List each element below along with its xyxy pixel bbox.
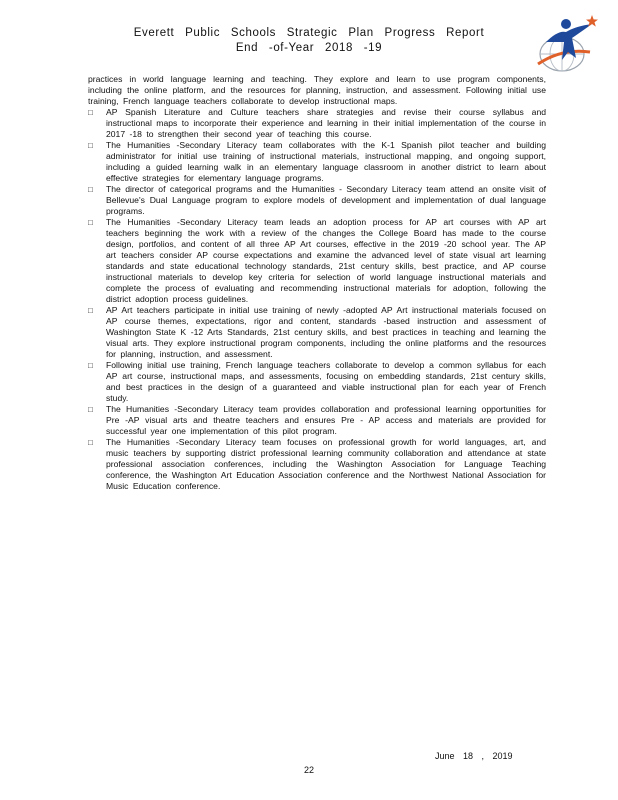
list-item-text: Following initial use training, French language teachers collaborate to develop a common syllabus for each AP art course, instructional maps, and assessments, focusing on embedding standards, 21st century skills, and best practices in the design of a guaranteed and viable instructional plan for each year of French study. — [106, 360, 546, 403]
intro-continuation: practices in world language learning and teaching. They explore and learn to use program components, including the online platform, and the resources for planning, instruction, and assessment. Following initial use training, French language teachers collaborate to develop instructional maps. — [88, 74, 546, 106]
list-item — [88, 217, 546, 305]
bullet-icon: □ — [88, 361, 93, 370]
list-item — [88, 404, 546, 437]
list-item — [88, 437, 546, 492]
list-item-text: The Humanities -Secondary Literacy team leads an adoption process for AP art courses with AP art teachers beginning the work with a review of the changes the College Board has made to the course design, portfolios, and content of all three AP Art courses, effective in the 2019 -20 school year. The AP art teachers consider AP course expectations and examine the advanced level of state visual art learning standards and state educational technology standards, 21st century skills, best practice, and AP course instructional materials to develop key criteria for selection of world language instructional materials and complete the process of evaluating and recommending instructional materials for adoption, following the district adoption process guidelines. — [106, 217, 546, 304]
bullet-icon: □ — [88, 405, 93, 414]
list-item — [88, 360, 546, 404]
document-body — [88, 74, 546, 492]
list-item — [88, 184, 546, 217]
bullet-icon: □ — [88, 218, 93, 227]
list-item-text: The director of categorical programs and the Humanities - Secondary Literacy team attend an onsite visit of Bellevue's Dual Language program to explore models of development and implementation of dual language programs. — [106, 184, 546, 216]
list-item — [88, 107, 546, 140]
list-item-text: The Humanities -Secondary Literacy team focuses on professional growth for world languages, art, and music teachers by supporting district professional learning community collaboration and attendance at state professional association conferences, including the Washington Association for Language Teaching conference, the Washington Art Education Association conference and the Northwest National Association for Music Education conference. — [106, 437, 546, 491]
page-number: 22 — [303, 765, 314, 775]
report-subtitle: End -of-Year 2018 -19 — [235, 42, 383, 54]
bullet-icon: □ — [88, 185, 93, 194]
bullet-icon: □ — [88, 108, 93, 117]
list-item — [88, 140, 546, 184]
district-logo-icon — [532, 12, 602, 76]
report-date: June 18 , 2019 — [435, 751, 513, 761]
page-header — [0, 26, 618, 56]
list-item-text: AP Spanish Literature and Culture teachers share strategies and revise their course syllabus and instructional maps to incorporate their experience and learning in their initial implementation of the course in 2017 -18 to strengthen their second year of teaching this course. — [106, 107, 546, 139]
bullet-icon: □ — [88, 306, 93, 315]
list-item-text: The Humanities -Secondary Literacy team collaborates with the K-1 Spanish pilot teacher and building administrator for initial use training of instructional materials, instructional mapping, and ongoing support, including a guided learning walk in an elementary language classroom in another district to learn about effective strategies for elementary language programs. — [106, 140, 546, 183]
bullet-list — [88, 107, 546, 492]
report-title: Everett Public Schools Strategic Plan Progress Report — [133, 27, 485, 39]
bullet-icon: □ — [88, 438, 93, 447]
list-item-text: AP Art teachers participate in initial use training of newly -adopted AP Art instructional materials focused on AP course themes, expectations, rigor and content, standards -based instruction and assessment of Washington State K -12 Arts Standards, 21st century skills, and best practices in teaching and learning the visual arts. They explore instructional program components, including the online platforms and the resources for planning, instruction, and assessment. — [106, 305, 546, 359]
bullet-icon: □ — [88, 141, 93, 150]
list-item — [88, 305, 546, 360]
list-item-text: The Humanities -Secondary Literacy team provides collaboration and professional learning opportunities for Pre -AP visual arts and theatre teachers and ensures Pre - AP access and materials are provided for successful year one implementation of this pilot program. — [106, 404, 546, 436]
